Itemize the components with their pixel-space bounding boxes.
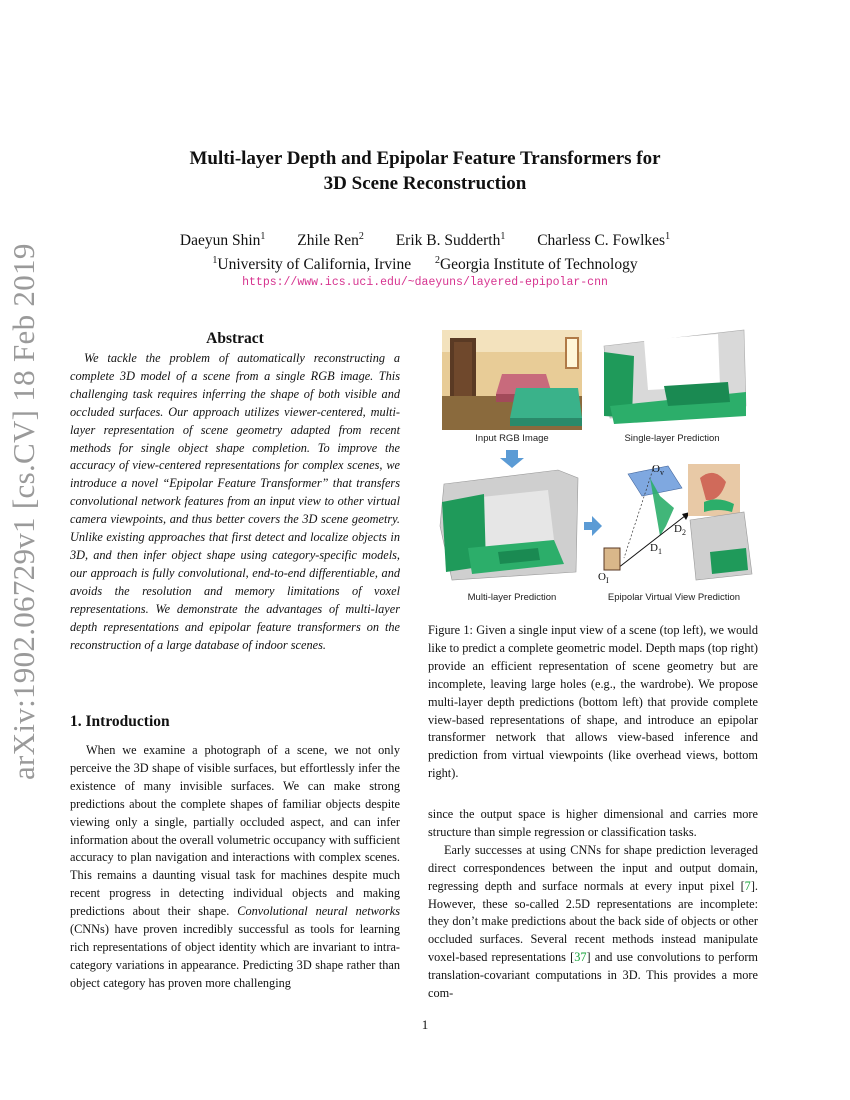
page-number: 1 bbox=[421, 1017, 429, 1032]
multi-layer-label: Multi-layer Prediction bbox=[467, 592, 557, 603]
abstract-text: We tackle the problem of automatically reconstructing a complete 3D model of a scene from a single RGB image. This challenging task requires inferring the shape of both visible and occluded surfaces. Our approach utilizes viewer-centered, multi-layer representation of scene geometry adapted from recent methods for single object shape completion. To improve the accuracy of view-centered representations for complex scenes, we introduce a novel “Epipolar Feature Transformer” that transfers convolutional network features from an input view to other virtual camera viewpoints, and thus better covers the 3D scene geometry. Unlike existing approaches that first detect and localize objects in 3D, and then infer object shape using category-specific models, our approach is fully convolutional, end-to-end differentiable, and avoids the resolution and memory limitations of voxel representations. We demonstrate the advantages of multi-layer depth representations and epipolar feature transformers on the reconstruction of a large database of indoor scenes. bbox=[70, 351, 400, 652]
title-line-1: Multi-layer Depth and Epipolar Feature Transformers for bbox=[189, 148, 661, 169]
intro-emphasis: Convolutional neural networks bbox=[237, 904, 400, 919]
citation-link[interactable]: 7 bbox=[744, 878, 751, 893]
author-name: Charless C. Fowlkes bbox=[537, 232, 666, 249]
figure-1 bbox=[428, 326, 778, 616]
oi-label: $O_I$ bbox=[598, 571, 609, 585]
citation-link[interactable]: 37 bbox=[574, 950, 587, 965]
arxiv-stamp: arXiv:1902.06729v1 [cs.CV] 18 Feb 2019 bbox=[6, 243, 41, 780]
affiliation bbox=[212, 254, 411, 276]
epipolar-label: Epipolar Virtual View Prediction bbox=[607, 592, 741, 603]
author bbox=[537, 230, 670, 252]
affiliation bbox=[435, 254, 638, 276]
d1-label: $D_1$ bbox=[650, 542, 662, 556]
affil-sup: 2 bbox=[434, 254, 440, 266]
abstract-heading: Abstract bbox=[206, 330, 264, 347]
affil-sup: 1 bbox=[212, 254, 218, 266]
figure-caption: Figure 1: Given a single input view of a scene (top left), we would like to predict a complete geometric model. Depth maps (top right) provide an efficient representation of scene geometry but are incomplete, leaving large holes (e.g., the wardrobe). We propose multi-layer depth predictions (bottom left) that provide complete view-based representations of shape, and introduce an epipolar transformer network that allows view-based inference and prediction from virtual viewpoints (like overhead views, bottom right). bbox=[428, 623, 758, 781]
single-layer-label: Single-layer Prediction bbox=[624, 433, 720, 444]
author-affil-sup: 1 bbox=[500, 230, 506, 242]
author-affil-sup: 2 bbox=[358, 230, 364, 242]
intro-paragraph bbox=[70, 742, 400, 993]
input-rgb-image bbox=[442, 330, 582, 430]
down-arrow-icon bbox=[500, 450, 524, 468]
abstract-body bbox=[70, 350, 400, 654]
body-text: ]. However, these so-called 2.5D representations are incomplete: they don’t make predictions about the back side of objects or other occluded surfaces. Several recent methods instead manipulate voxel-based representations [ bbox=[428, 878, 758, 965]
author-name: Daeyun Shin bbox=[179, 232, 261, 249]
d2-label: $D_2$ bbox=[674, 523, 686, 537]
author-name: Zhile Ren bbox=[297, 232, 359, 249]
body-text: Early successes at using CNNs for shape prediction leveraged direct correspondences between the input and output domain, regressing depth and surface normals at every input pixel [ bbox=[428, 842, 758, 893]
affil-name: Georgia Institute of Technology bbox=[439, 256, 638, 273]
author-list bbox=[0, 230, 850, 252]
single-layer-prediction bbox=[604, 330, 746, 424]
intro-heading: 1. Introduction bbox=[70, 713, 170, 730]
author-affil-sup: 1 bbox=[665, 230, 671, 242]
body-text: ] and use convolutions to perform translation-covariant computations in 3D. This provides a more com- bbox=[428, 950, 758, 1001]
author-name: Erik B. Sudderth bbox=[395, 232, 501, 249]
affiliation-list bbox=[0, 254, 850, 276]
author bbox=[180, 230, 266, 252]
author bbox=[297, 230, 364, 252]
paper-title bbox=[0, 146, 850, 196]
ov-label: $O_v$ bbox=[652, 463, 664, 477]
author bbox=[396, 230, 506, 252]
right-column-body bbox=[428, 806, 758, 1003]
affil-name: University of California, Irvine bbox=[217, 256, 412, 273]
intro-text: When we examine a photograph of a scene, we not only perceive the 3D shape of visible surfaces, but effortlessly infer the existence of many invisible surfaces. We can make strong predictions about the complete shapes of familiar objects despite viewing only a single, partially occluded aspect, and can infer information about the overall volumetric occupancy with sufficient accuracy to plan navigation and interactions with complex scenes. This remains a daunting visual task for machines despite much recent progress in detecting individual objects and making predictions about their shape. bbox=[70, 743, 400, 919]
input-rgb-label: Input RGB Image bbox=[475, 433, 549, 444]
multi-layer-prediction bbox=[440, 470, 578, 580]
title-line-2: 3D Scene Reconstruction bbox=[323, 173, 527, 194]
right-paragraph-2 bbox=[428, 842, 758, 1003]
right-arrow-icon bbox=[584, 516, 602, 536]
project-url-link[interactable]: https://www.ics.uci.edu/~daeyuns/layered-epipolar-cnn bbox=[242, 276, 608, 289]
right-paragraph-1: since the output space is higher dimensional and carries more structure than simple regression or classification tasks. bbox=[428, 807, 758, 839]
intro-body bbox=[70, 742, 400, 993]
epipolar-diagram bbox=[604, 464, 752, 580]
intro-text: (CNNs) have proven incredibly successful as tools for learning rich representations of object identity which are invariant to intra-category variations in appearance. Predicting 3D shape rather than object category has proven more challenging bbox=[70, 922, 400, 990]
author-affil-sup: 1 bbox=[260, 230, 266, 242]
